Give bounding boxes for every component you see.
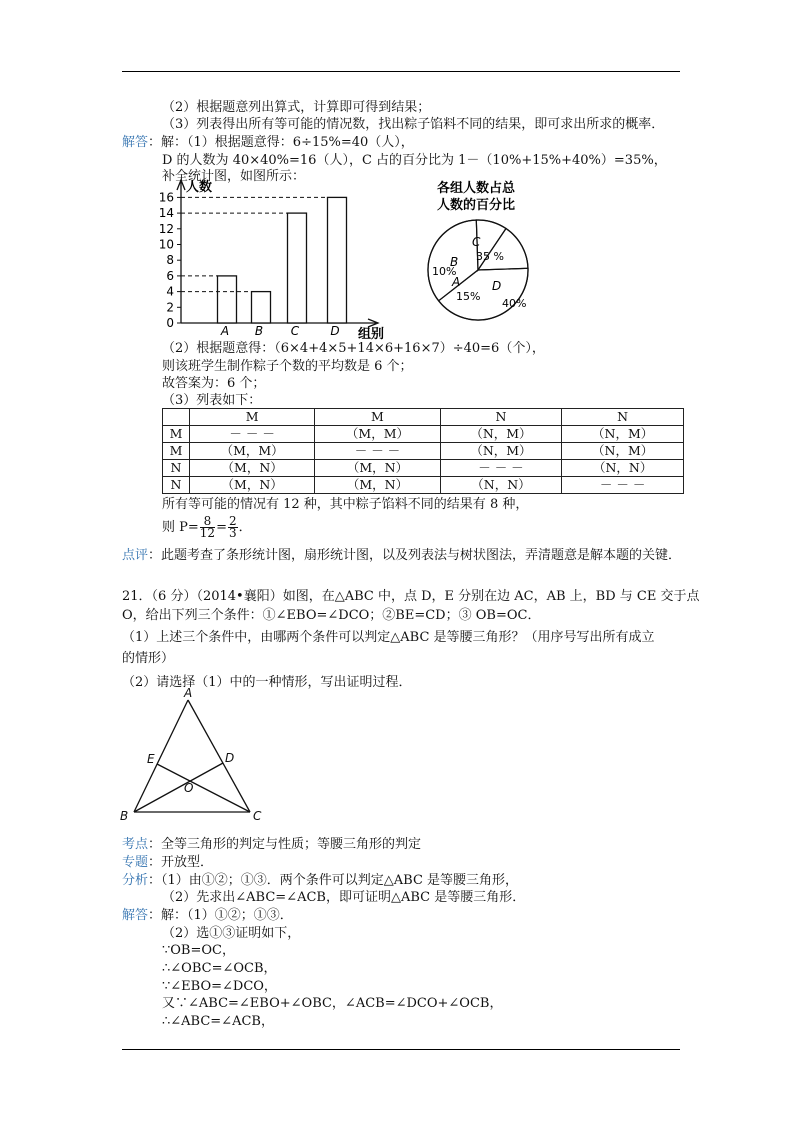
point-label-e: E bbox=[147, 752, 155, 766]
x-axis-title: 组别 bbox=[358, 327, 385, 340]
table-cell: （N，M） bbox=[562, 426, 684, 443]
pie-title-line-2: 人数的百分比 bbox=[436, 198, 516, 213]
zhuanti-label: 专题 bbox=[122, 855, 149, 870]
table-header-row bbox=[163, 409, 684, 426]
table-cell: － － － bbox=[315, 443, 440, 460]
bar-c bbox=[288, 213, 307, 323]
bar-d bbox=[328, 197, 347, 323]
y-tick-label: 0 bbox=[166, 316, 174, 330]
y-tick-label: 4 bbox=[166, 284, 174, 299]
answer-line-2: D 的人数为 40×40%=16（人），C 占的百分比为 1－（10%+15%+40%）=35%， bbox=[162, 153, 667, 168]
table-cell: （N，M） bbox=[562, 443, 684, 460]
answer-line-1: 解答：解：（1）根据题意得：6÷15%=40（人）， bbox=[122, 135, 414, 150]
jieda-line-1: 解答：解：（1）①②；①③． bbox=[122, 908, 293, 923]
answer-line-8: 所有等可能的情况有 12 种，其中粽子馅料不同的结果有 8 种， bbox=[162, 497, 529, 512]
pie-category-label: A bbox=[452, 275, 461, 289]
y-tick-label: 14 bbox=[158, 206, 174, 221]
footer-rule bbox=[122, 1049, 680, 1050]
table-cell: （M，M） bbox=[315, 426, 440, 443]
table-cell: M bbox=[189, 409, 314, 426]
table-cell: （N，N） bbox=[562, 460, 684, 477]
fenxi-label: 分析 bbox=[122, 873, 149, 888]
y-tick-label: 12 bbox=[158, 221, 174, 236]
y-tick-label: 16 bbox=[158, 190, 174, 205]
table-cell: N bbox=[163, 477, 190, 494]
bar-b bbox=[252, 292, 271, 323]
kaodian-line: 考点：全等三角形的判定与性质；等腰三角形的判定 bbox=[122, 837, 422, 852]
table-cell: （M，N） bbox=[315, 477, 440, 494]
table-cell: － － － bbox=[189, 426, 314, 443]
zhuanti-line: 专题：开放型． bbox=[122, 855, 214, 870]
probability-line: 则 P= $\frac{8}{12}$ = $\frac{2}{3}$ ． bbox=[162, 514, 252, 540]
fraction-8-12: $\frac{8}{12}$ bbox=[199, 514, 216, 540]
kaodian-label: 考点 bbox=[122, 837, 149, 852]
table-cell: （M，M） bbox=[189, 443, 314, 460]
answer-line-4: （2）根据题意得：（6×4+4×5+14×6+16×7）÷40=6（个）， bbox=[162, 341, 545, 356]
x-tick-label: D bbox=[330, 324, 340, 338]
table-cell: － － － bbox=[440, 460, 562, 477]
answer-line-6: 故答案为：6 个； bbox=[162, 376, 266, 391]
table-row bbox=[163, 443, 684, 460]
table-row bbox=[163, 477, 684, 494]
y-tick-label: 6 bbox=[166, 268, 174, 283]
bar-a bbox=[218, 276, 237, 323]
table-cell: （M，N） bbox=[189, 460, 314, 477]
table-cell: N bbox=[163, 460, 190, 477]
table-cell: （N，N） bbox=[440, 477, 562, 494]
jieda-line-6: 又∵∠ABC=∠EBO+∠OBC，∠ACB=∠DCO+∠OCB， bbox=[162, 996, 503, 1011]
pie-chart bbox=[410, 178, 550, 324]
table-cell: （M，N） bbox=[315, 460, 440, 477]
header-rule bbox=[122, 71, 680, 72]
table-cell: M bbox=[163, 443, 190, 460]
answer-line-5: 则该班学生制作粽子个数的平均数是 6 个； bbox=[162, 359, 413, 374]
table-cell: M bbox=[315, 409, 440, 426]
comment-line: 点评：此题考查了条形统计图，扇形统计图，以及列表法与树状图法，弄清题意是解本题的关键． bbox=[122, 548, 682, 563]
triangle-figure bbox=[112, 686, 272, 826]
table-cell: （N，M） bbox=[440, 443, 562, 460]
pie-percent-label: 40% bbox=[502, 297, 527, 310]
x-tick-label: B bbox=[254, 324, 264, 338]
vertex-label-a: A bbox=[184, 686, 193, 700]
jieda-line-3: ∵OB=OC， bbox=[162, 943, 235, 958]
bar-chart bbox=[140, 174, 400, 340]
y-axis-title: 人数 bbox=[186, 180, 213, 195]
q21-line-3: （1）上述三个条件中，由哪两个条件可以判定△ABC 是等腰三角形？（用序号写出所有成立 bbox=[122, 630, 655, 645]
solution-hint-2: （2）根据题意列出算式，计算即可得到结果； bbox=[162, 100, 431, 115]
pie-percent-label: 35 % bbox=[476, 250, 504, 263]
table-cell: N bbox=[440, 409, 562, 426]
q21-line-5: （2）请选择（1）中的一种情形，写出证明过程． bbox=[122, 675, 412, 690]
table-cell: － － － bbox=[562, 477, 684, 494]
fenxi-line-2: （2）先求出∠ABC=∠ACB，即可证明△ABC 是等腰三角形． bbox=[162, 890, 526, 905]
y-tick-label: 8 bbox=[166, 253, 174, 268]
vertex-label-c: C bbox=[253, 809, 262, 823]
table-cell: （M，N） bbox=[189, 477, 314, 494]
comment-label: 点评 bbox=[122, 548, 149, 563]
point-label-d: D bbox=[225, 751, 235, 765]
answer-label: 解答 bbox=[122, 135, 149, 150]
fenxi-line-1: 分析：（1）由①②；①③．两个条件可以判定△ABC 是等腰三角形， bbox=[122, 873, 519, 888]
jieda-line-7: ∴∠ABC=∠ACB， bbox=[162, 1014, 274, 1029]
jieda-label: 解答 bbox=[122, 908, 149, 923]
table-cell bbox=[163, 409, 190, 426]
pie-category-label: B bbox=[450, 255, 459, 269]
x-tick-label: C bbox=[290, 324, 300, 338]
table-row bbox=[163, 426, 684, 443]
x-tick-label: A bbox=[220, 324, 230, 338]
point-label-o: O bbox=[184, 781, 194, 795]
y-tick-label: 10 bbox=[158, 237, 174, 252]
y-tick-label: 2 bbox=[166, 300, 174, 315]
jieda-line-5: ∵∠EBO=∠DCO， bbox=[162, 979, 277, 994]
q21-line-2: O，给出下列三个条件：①∠EBO=∠DCO；②BE=CD；③ OB=OC． bbox=[122, 608, 541, 623]
table-row bbox=[163, 460, 684, 477]
solution-hint-3: （3）列表得出所有等可能的情况数，找出粽子馅料不同的结果，即可求出所求的概率． bbox=[162, 117, 665, 132]
pie-category-label: D bbox=[492, 279, 502, 293]
answer-line-3: 补全统计图，如图所示： bbox=[162, 169, 306, 184]
answer-line-7: （3）列表如下： bbox=[162, 393, 262, 408]
table-cell: M bbox=[163, 426, 190, 443]
pie-category-label: C bbox=[472, 235, 481, 249]
table-cell: （N，M） bbox=[440, 426, 562, 443]
pie-percent-label: 15% bbox=[456, 290, 481, 303]
fraction-2-3: $\frac{2}{3}$ bbox=[228, 514, 237, 540]
outcome-table bbox=[162, 408, 684, 494]
q21-line-1: 21．（6 分）（2014•襄阳）如图，在△ABC 中，点 D，E 分别在边 AC，AB 上，BD 与 CE 交于点 bbox=[122, 589, 700, 604]
jieda-line-4: ∴∠OBC=∠OCB， bbox=[162, 961, 277, 976]
jieda-line-2: （2）选①③证明如下， bbox=[162, 926, 301, 941]
pie-title-line-1: 各组人数占总 bbox=[436, 181, 516, 196]
vertex-label-b: B bbox=[120, 809, 129, 823]
q21-line-4: 的情形） bbox=[122, 651, 175, 666]
pie-percent-label: 10% bbox=[432, 265, 457, 278]
table-cell: N bbox=[562, 409, 684, 426]
